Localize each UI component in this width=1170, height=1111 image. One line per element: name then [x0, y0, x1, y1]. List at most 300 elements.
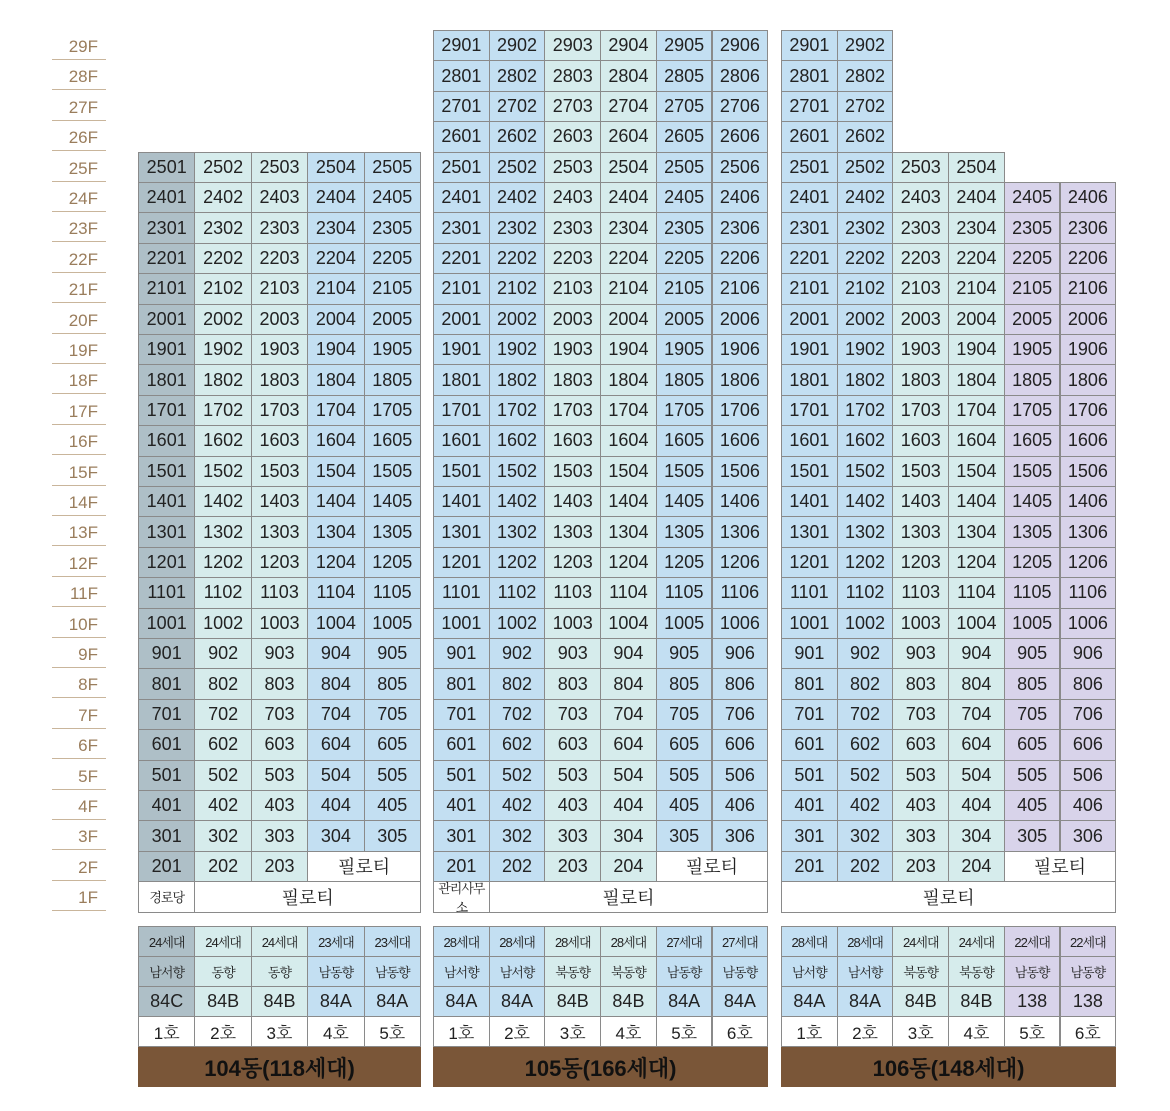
unit-cell: 202: [837, 851, 894, 882]
unit-cell: 1004: [600, 608, 657, 639]
unit-cell: 2801: [781, 60, 838, 91]
unit-cell: 2404: [600, 182, 657, 213]
unit-cell: 1006: [712, 608, 769, 639]
unit-cell: 2003: [892, 304, 949, 335]
info-types: 84A: [837, 986, 894, 1017]
unit-cell: 704: [307, 699, 364, 730]
unit-cell: 1305: [1004, 516, 1061, 547]
unit-cell: 704: [948, 699, 1005, 730]
unit-cell: 1003: [892, 608, 949, 639]
unit-cell: 2601: [781, 121, 838, 152]
unit-cell: 1206: [712, 547, 769, 578]
unit-cell: 1503: [251, 456, 308, 487]
unit-cell: 1501: [781, 456, 838, 487]
info-direction: 북동향: [892, 956, 949, 987]
unit-cell: 904: [307, 638, 364, 669]
unit-cell: 2006: [1060, 304, 1117, 335]
info-households: 24세대: [194, 926, 251, 957]
unit-cell: 2706: [712, 91, 769, 122]
unit-cell: 801: [138, 668, 195, 699]
unit-cell: 1403: [892, 486, 949, 517]
unit-cell: 2305: [656, 212, 713, 243]
unit-cell: 404: [948, 790, 1005, 821]
unit-cell: 1804: [948, 364, 1005, 395]
info-lines: 4호: [307, 1016, 364, 1047]
unit-cell: 201: [781, 851, 838, 882]
unit-cell: 1503: [892, 456, 949, 487]
unit-cell: 2105: [364, 273, 421, 304]
unit-cell: 403: [251, 790, 308, 821]
info-lines: 1호: [781, 1016, 838, 1047]
unit-cell: 305: [656, 820, 713, 851]
unit-cell: 304: [307, 820, 364, 851]
unit-cell: 1004: [948, 608, 1005, 639]
unit-cell: 1601: [781, 425, 838, 456]
info-direction: 남동향: [364, 956, 421, 987]
unit-cell: 503: [544, 760, 601, 791]
unit-cell: 2603: [544, 121, 601, 152]
unit-cell: 1702: [194, 395, 251, 426]
unit-cell: 706: [1060, 699, 1117, 730]
floor-label: 19F: [52, 334, 106, 364]
floor-label: 22F: [52, 243, 106, 273]
floor-label: 20F: [52, 304, 106, 334]
unit-cell: 1202: [489, 547, 546, 578]
unit-cell: 1902: [194, 334, 251, 365]
unit-cell: 506: [1060, 760, 1117, 791]
unit-cell: 2001: [433, 304, 490, 335]
unit-cell: 1302: [837, 516, 894, 547]
unit-cell: 1603: [892, 425, 949, 456]
building-title: 106동(148세대): [781, 1047, 1116, 1087]
unit-cell: 504: [948, 760, 1005, 791]
unit-cell: 2104: [307, 273, 364, 304]
unit-cell: 1301: [138, 516, 195, 547]
unit-cell: 2101: [138, 273, 195, 304]
info-households: 22세대: [1004, 926, 1061, 957]
unit-cell: 1705: [1004, 395, 1061, 426]
unit-cell: 701: [433, 699, 490, 730]
floor-label: 27F: [52, 91, 106, 121]
unit-cell: 2406: [1060, 182, 1117, 213]
unit-cell: 2505: [364, 152, 421, 183]
unit-cell: 2604: [600, 121, 657, 152]
unit-cell: 1205: [364, 547, 421, 578]
unit-cell: 2101: [433, 273, 490, 304]
unit-cell: 1502: [194, 456, 251, 487]
unit-cell: 1504: [600, 456, 657, 487]
unit-cell: 803: [251, 668, 308, 699]
unit-cell: 2503: [251, 152, 308, 183]
unit-cell: 1702: [837, 395, 894, 426]
unit-cell: 2103: [892, 273, 949, 304]
unit-cell: 2505: [656, 152, 713, 183]
unit-cell: 2404: [307, 182, 364, 213]
unit-cell: 2401: [781, 182, 838, 213]
unit-cell: 705: [656, 699, 713, 730]
unit-cell: 1703: [892, 395, 949, 426]
unit-cell: 601: [781, 729, 838, 760]
unit-cell: 1104: [600, 577, 657, 608]
unit-cell: 1803: [892, 364, 949, 395]
unit-cell: 903: [544, 638, 601, 669]
unit-cell: 1605: [364, 425, 421, 456]
unit-cell: 2301: [781, 212, 838, 243]
unit-cell: 2803: [544, 60, 601, 91]
unit-cell: 1203: [892, 547, 949, 578]
floor-label: 5F: [52, 760, 106, 790]
info-direction: 남서향: [837, 956, 894, 987]
floor-label: 12F: [52, 547, 106, 577]
unit-cell: 1002: [837, 608, 894, 639]
unit-cell: 304: [600, 820, 657, 851]
unit-cell: 1705: [364, 395, 421, 426]
unit-cell: 906: [1060, 638, 1117, 669]
unit-cell: 1206: [1060, 547, 1117, 578]
info-direction: 남서향: [433, 956, 490, 987]
building-title: 104동(118세대): [138, 1047, 421, 1087]
unit-cell: 2502: [489, 152, 546, 183]
info-direction: 남동향: [307, 956, 364, 987]
info-lines: 4호: [600, 1016, 657, 1047]
unit-cell: 401: [433, 790, 490, 821]
unit-cell: 1604: [600, 425, 657, 456]
unit-cell: 804: [948, 668, 1005, 699]
unit-cell: 2701: [433, 91, 490, 122]
unit-cell: 2105: [1004, 273, 1061, 304]
unit-cell: 202: [194, 851, 251, 882]
unit-cell: 901: [138, 638, 195, 669]
unit-cell: 305: [1004, 820, 1061, 851]
unit-cell: 2405: [656, 182, 713, 213]
unit-cell: 2806: [712, 60, 769, 91]
unit-cell: 2405: [1004, 182, 1061, 213]
info-lines: 2호: [489, 1016, 546, 1047]
unit-cell: 2202: [489, 243, 546, 274]
unit-cell: 1201: [138, 547, 195, 578]
unit-cell: 1603: [544, 425, 601, 456]
unit-cell: 1505: [364, 456, 421, 487]
unit-cell: 1101: [433, 577, 490, 608]
unit-cell: 2305: [364, 212, 421, 243]
unit-cell: 1205: [656, 547, 713, 578]
unit-cell: 1601: [138, 425, 195, 456]
info-direction: 남동향: [1004, 956, 1061, 987]
unit-cell: 1401: [781, 486, 838, 517]
unit-cell: 1104: [307, 577, 364, 608]
unit-cell: 2403: [892, 182, 949, 213]
info-direction: 남서향: [138, 956, 195, 987]
unit-cell: 604: [600, 729, 657, 760]
floor-label: 14F: [52, 486, 106, 516]
unit-cell: 401: [781, 790, 838, 821]
unit-cell: 1703: [251, 395, 308, 426]
unit-cell: 2504: [600, 152, 657, 183]
unit-cell: 2902: [837, 30, 894, 61]
unit-cell: 2201: [433, 243, 490, 274]
unit-cell: 2203: [544, 243, 601, 274]
unit-cell: 1501: [433, 456, 490, 487]
unit-cell: 1202: [837, 547, 894, 578]
info-types: 138: [1060, 986, 1117, 1017]
unit-cell: 1903: [892, 334, 949, 365]
unit-cell: 2404: [948, 182, 1005, 213]
unit-cell: 605: [1004, 729, 1061, 760]
unit-cell: 1805: [656, 364, 713, 395]
info-direction: 남동향: [656, 956, 713, 987]
floor-label: 1F: [52, 881, 106, 911]
unit-cell: 301: [138, 820, 195, 851]
floor-label: 11F: [52, 577, 106, 607]
unit-cell: 602: [194, 729, 251, 760]
unit-cell: 1501: [138, 456, 195, 487]
unit-cell: 2006: [712, 304, 769, 335]
unit-cell: 1604: [948, 425, 1005, 456]
unit-cell: 701: [781, 699, 838, 730]
unit-cell: 502: [489, 760, 546, 791]
unit-cell: 2103: [251, 273, 308, 304]
unit-cell: 505: [1004, 760, 1061, 791]
unit-cell: 2105: [656, 273, 713, 304]
unit-cell: 1302: [489, 516, 546, 547]
info-types: 84A: [489, 986, 546, 1017]
info-households: 22세대: [1060, 926, 1117, 957]
unit-cell: 1103: [544, 577, 601, 608]
info-types: 138: [1004, 986, 1061, 1017]
unit-cell: 1904: [307, 334, 364, 365]
unit-cell: 1003: [251, 608, 308, 639]
unit-cell: 2102: [489, 273, 546, 304]
unit-cell: 2104: [948, 273, 1005, 304]
unit-cell: 601: [433, 729, 490, 760]
unit-cell: 1006: [1060, 608, 1117, 639]
unit-cell: 1403: [544, 486, 601, 517]
unit-cell: 2303: [892, 212, 949, 243]
piloti-label: 필로티: [656, 851, 768, 882]
unit-cell: 1201: [433, 547, 490, 578]
floor-label: 17F: [52, 395, 106, 425]
unit-cell: 1205: [1004, 547, 1061, 578]
unit-cell: 1201: [781, 547, 838, 578]
unit-cell: 303: [251, 820, 308, 851]
floor-label: 13F: [52, 516, 106, 546]
unit-cell: 1106: [1060, 577, 1117, 608]
unit-cell: 502: [837, 760, 894, 791]
unit-cell: 501: [138, 760, 195, 791]
unit-cell: 2705: [656, 91, 713, 122]
unit-cell: 306: [1060, 820, 1117, 851]
info-households: 24세대: [251, 926, 308, 957]
unit-cell: 2005: [364, 304, 421, 335]
info-households: 24세대: [138, 926, 195, 957]
unit-cell: 2301: [138, 212, 195, 243]
info-types: 84B: [544, 986, 601, 1017]
unit-cell: 302: [837, 820, 894, 851]
unit-cell: 2004: [307, 304, 364, 335]
unit-cell: 805: [364, 668, 421, 699]
unit-cell: 2702: [489, 91, 546, 122]
unit-cell: 2401: [433, 182, 490, 213]
info-lines: 3호: [251, 1016, 308, 1047]
unit-cell: 2403: [251, 182, 308, 213]
unit-cell: 2703: [544, 91, 601, 122]
unit-cell: 1004: [307, 608, 364, 639]
unit-cell: 1804: [600, 364, 657, 395]
unit-cell: 1304: [948, 516, 1005, 547]
unit-cell: 1404: [600, 486, 657, 517]
unit-cell: 2201: [138, 243, 195, 274]
unit-cell: 1901: [138, 334, 195, 365]
unit-cell: 904: [600, 638, 657, 669]
info-direction: 북동향: [544, 956, 601, 987]
unit-cell: 1102: [489, 577, 546, 608]
unit-cell: 1203: [544, 547, 601, 578]
unit-cell: 204: [600, 851, 657, 882]
unit-cell: 1606: [712, 425, 769, 456]
unit-cell: 1701: [433, 395, 490, 426]
unit-cell: 2201: [781, 243, 838, 274]
unit-cell: 2205: [1004, 243, 1061, 274]
unit-cell: 1801: [138, 364, 195, 395]
unit-cell: 2004: [600, 304, 657, 335]
unit-cell: 1302: [194, 516, 251, 547]
info-lines: 2호: [837, 1016, 894, 1047]
unit-cell: 905: [1004, 638, 1061, 669]
floor-label: 29F: [52, 30, 106, 60]
info-types: 84B: [892, 986, 949, 1017]
unit-cell: 1701: [781, 395, 838, 426]
unit-cell: 804: [600, 668, 657, 699]
info-types: 84A: [781, 986, 838, 1017]
unit-cell: 402: [489, 790, 546, 821]
unit-cell: 2503: [892, 152, 949, 183]
unit-cell: 605: [656, 729, 713, 760]
piloti-label: 필로티: [1004, 851, 1116, 882]
info-types: 84A: [433, 986, 490, 1017]
floor-label: 16F: [52, 425, 106, 455]
info-direction: 북동향: [600, 956, 657, 987]
unit-cell: 1301: [433, 516, 490, 547]
unit-cell: 804: [307, 668, 364, 699]
unit-cell: 1204: [600, 547, 657, 578]
floor-label: 18F: [52, 364, 106, 394]
unit-cell: 703: [892, 699, 949, 730]
unit-cell: 1706: [1060, 395, 1117, 426]
unit-cell: 1204: [948, 547, 1005, 578]
unit-cell: 2106: [712, 273, 769, 304]
unit-cell: 2502: [837, 152, 894, 183]
unit-cell: 701: [138, 699, 195, 730]
unit-cell: 1301: [781, 516, 838, 547]
building-title: 105동(166세대): [433, 1047, 768, 1087]
unit-cell: 1906: [1060, 334, 1117, 365]
unit-cell: 1402: [489, 486, 546, 517]
info-households: 23세대: [364, 926, 421, 957]
unit-cell: 1602: [489, 425, 546, 456]
unit-cell: 1903: [544, 334, 601, 365]
unit-cell: 2304: [307, 212, 364, 243]
unit-cell: 2804: [600, 60, 657, 91]
unit-cell: 2205: [656, 243, 713, 274]
info-households: 23세대: [307, 926, 364, 957]
unit-cell: 2204: [307, 243, 364, 274]
unit-cell: 2203: [251, 243, 308, 274]
unit-cell: 2801: [433, 60, 490, 91]
unit-cell: 501: [433, 760, 490, 791]
unit-cell: 1502: [837, 456, 894, 487]
unit-cell: 2802: [837, 60, 894, 91]
unit-cell: 1805: [1004, 364, 1061, 395]
unit-cell: 201: [138, 851, 195, 882]
unit-cell: 1101: [781, 577, 838, 608]
unit-cell: 902: [489, 638, 546, 669]
unit-cell: 2406: [712, 182, 769, 213]
info-households: 28세대: [433, 926, 490, 957]
unit-cell: 505: [656, 760, 713, 791]
unit-cell: 2805: [656, 60, 713, 91]
info-lines: 6호: [1060, 1016, 1117, 1047]
floor-label: 21F: [52, 273, 106, 303]
unit-cell: 2602: [489, 121, 546, 152]
unit-cell: 1105: [364, 577, 421, 608]
unit-cell: 302: [489, 820, 546, 851]
unit-cell: 405: [1004, 790, 1061, 821]
unit-cell: 2202: [837, 243, 894, 274]
unit-cell: 2504: [307, 152, 364, 183]
unit-cell: 2904: [600, 30, 657, 61]
unit-cell: 806: [1060, 668, 1117, 699]
unit-cell: 2303: [251, 212, 308, 243]
info-lines: 5호: [1004, 1016, 1061, 1047]
unit-cell: 2903: [544, 30, 601, 61]
info-households: 28세대: [489, 926, 546, 957]
unit-cell: 1904: [600, 334, 657, 365]
unit-cell: 1505: [1004, 456, 1061, 487]
info-direction: 남서향: [781, 956, 838, 987]
unit-cell: 2303: [544, 212, 601, 243]
unit-cell: 2704: [600, 91, 657, 122]
unit-cell: 2005: [1004, 304, 1061, 335]
unit-cell: 902: [837, 638, 894, 669]
unit-cell: 1105: [656, 577, 713, 608]
info-lines: 4호: [948, 1016, 1005, 1047]
info-households: 28세대: [544, 926, 601, 957]
unit-cell: 705: [364, 699, 421, 730]
info-lines: 5호: [364, 1016, 421, 1047]
unit-cell: 2405: [364, 182, 421, 213]
unit-cell: 1102: [194, 577, 251, 608]
unit-cell: 1306: [1060, 516, 1117, 547]
unit-cell: 1005: [1004, 608, 1061, 639]
unit-cell: 1304: [600, 516, 657, 547]
info-types: 84A: [364, 986, 421, 1017]
unit-cell: 2206: [1060, 243, 1117, 274]
unit-cell: 2202: [194, 243, 251, 274]
unit-cell: 1102: [837, 577, 894, 608]
unit-cell: 1402: [194, 486, 251, 517]
unit-cell: 1902: [489, 334, 546, 365]
unit-cell: 2901: [433, 30, 490, 61]
unit-cell: 2001: [138, 304, 195, 335]
unit-cell: 1903: [251, 334, 308, 365]
unit-cell: 404: [307, 790, 364, 821]
unit-cell: 606: [1060, 729, 1117, 760]
unit-cell: 401: [138, 790, 195, 821]
unit-cell: 1405: [364, 486, 421, 517]
unit-cell: 2204: [600, 243, 657, 274]
info-households: 28세대: [600, 926, 657, 957]
unit-cell: 801: [781, 668, 838, 699]
